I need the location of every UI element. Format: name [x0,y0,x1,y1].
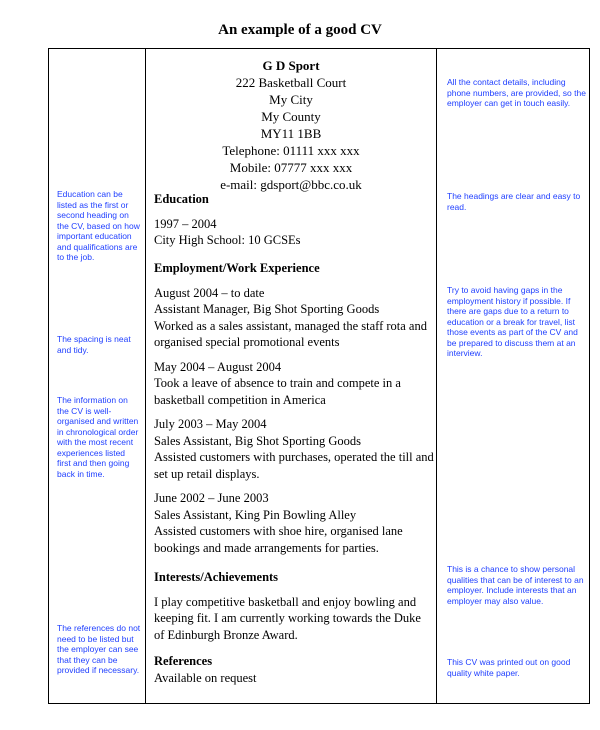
education-section [154,191,434,249]
address-line: My County [261,109,321,124]
job-description: Took a leave of absence to train and compete in a basketball competition in America [154,376,401,407]
cv-table [48,48,590,704]
interests-heading: Interests/Achievements [154,570,279,584]
job-description: Worked as a sales assistant, managed the staff rota and organised special promotional events [154,318,427,349]
job-dates: August 2004 – to date [154,285,265,300]
telephone: Telephone: 01111 xxx xxx [222,143,360,158]
note-contact: All the contact details, including phone numbers, are provided, so the employer can get in touch easily. [447,77,586,108]
references-heading: References [154,654,213,668]
job-title: Sales Assistant, Big Shot Sporting Goods [154,433,361,448]
page-title: An example of a good CV [218,22,382,38]
email: e-mail: gdsport@bbc.co.uk [220,177,362,192]
note-headings: The headings are clear and easy to read. [447,191,581,212]
education-school: City High School: 10 GCSEs [154,233,301,247]
mobile: Mobile: 07777 xxx xxx [229,160,353,175]
employment-section [154,260,434,556]
note-education: Education can be listed as the first or second heading on the CV, based on how important education and qualifications are to the job. [57,189,140,262]
note-gaps: Try to avoid having gaps in the employment history if possible. If there are gaps due to a return to education or a break for travel, list those events as part of the CV and be prepared to discuss them at an interview. [447,285,578,358]
right-notes-column [436,49,590,703]
contact-block [146,57,436,193]
note-references: The references do not need to be listed but the employer can see that they can be provided if necessary. [57,623,141,675]
job-description: Assisted customers with shoe hire, organised lane bookings and made arrangements for parties. [154,524,403,555]
education-dates: 1997 – 2004 [154,216,217,231]
left-notes-column [49,49,146,703]
job-dates: July 2003 – May 2004 [154,417,267,431]
address-line: 222 Basketball Court [235,75,347,90]
job-dates: June 2002 – June 2003 [154,491,269,505]
education-heading: Education [154,192,209,206]
interests-text: I play competitive basketball and enjoy bowling and keeping fit. I am currently working towards the Duke of Edinburgh Bronze Award. [154,594,421,642]
job-title: Assistant Manager, Big Shot Sporting Goods [154,302,380,316]
job-dates: May 2004 – August 2004 [154,359,282,374]
note-spacing: The spacing is neat and tidy. [57,334,131,355]
note-interests: This is a chance to show personal qualities that can be of interest to an employer. Include interests that an employer may also value. [447,564,584,606]
references-section [154,653,434,686]
employment-heading: Employment/Work Experience [154,261,320,275]
references-text: Available on request [154,670,257,685]
address-line: My City [269,92,313,107]
candidate-name: G D Sport [262,58,320,73]
postcode: MY11 1BB [260,126,322,141]
job-description: Assisted customers with purchases, operated the till and set up retail displays. [154,450,434,481]
cv-content-column [146,49,436,703]
note-order: The information on the CV is well-organised and written in chronological order with the most recent experiences listed first and then going back in time. [57,395,139,479]
job-title: Sales Assistant, King Pin Bowling Alley [154,507,357,522]
note-paper: This CV was printed out on good quality white paper. [447,657,571,678]
interests-section [154,569,434,643]
